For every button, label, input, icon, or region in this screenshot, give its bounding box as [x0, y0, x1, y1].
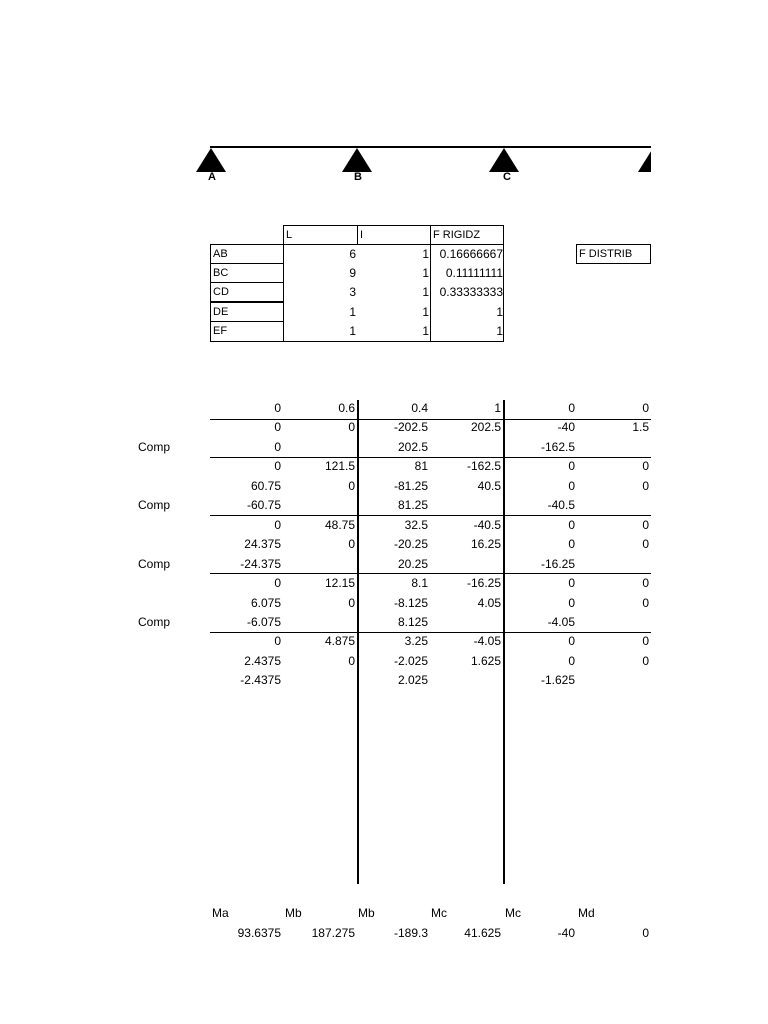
row-name-bc: BC	[210, 263, 284, 283]
moment-cell: 0	[642, 537, 649, 552]
moment-cell: -40	[557, 420, 575, 435]
moment-cell: -20.25	[393, 537, 428, 552]
cell-l: 1	[349, 324, 356, 338]
joint-c-line	[503, 400, 505, 884]
comp-label: Comp	[138, 498, 171, 513]
cell-i: 1	[422, 266, 429, 280]
moment-label: Mb	[358, 906, 375, 920]
moment-cell: 0	[274, 576, 281, 591]
support-label-c: C	[503, 171, 511, 183]
moment-value: -40	[557, 926, 575, 940]
moment-cell: -81.25	[393, 478, 428, 493]
moment-cell: 202.5	[397, 439, 428, 454]
header-l: L	[283, 225, 358, 245]
comp-label: Comp	[138, 614, 171, 629]
moment-cell: 0	[274, 517, 281, 532]
moment-cell: 0	[642, 653, 649, 668]
beam-line	[210, 146, 651, 148]
moment-cell: 2.4375	[244, 653, 281, 668]
moment-cell: 0	[642, 517, 649, 532]
moment-cell: 0	[642, 595, 649, 610]
moment-value: -189.3	[393, 926, 428, 940]
support-partial-icon	[638, 148, 651, 172]
cell-l: 3	[349, 285, 356, 299]
moment-cell: 0	[642, 401, 649, 415]
moment-cell: -2.025	[393, 653, 428, 668]
comp-label: Comp	[138, 439, 171, 454]
cell-f: 0.16666667	[439, 247, 503, 261]
header-i: I	[357, 225, 431, 245]
moment-value: 0	[642, 926, 649, 940]
support-label-a: A	[208, 171, 216, 183]
moment-cell: 12.15	[324, 576, 355, 591]
moment-label: Ma	[212, 906, 229, 920]
header-f-rigidz: F RIGIDZ	[430, 225, 504, 245]
moment-cell: 0	[568, 576, 575, 591]
cell-f: 0.11111111	[445, 266, 503, 280]
moment-cell: -4.05	[547, 614, 575, 629]
moment-cell: -162.5	[466, 459, 501, 474]
moment-cell: 48.75	[324, 517, 355, 532]
moment-cell: -162.5	[540, 439, 575, 454]
moment-value: 41.625	[464, 926, 501, 940]
moment-cell: -1.625	[540, 673, 575, 688]
moment-cell: 40.5	[477, 478, 501, 493]
moment-cell: 0	[568, 517, 575, 532]
moment-cell: 4.05	[477, 595, 501, 610]
moment-cell: -40.5	[547, 498, 575, 513]
row-name-cd: CD	[210, 282, 284, 302]
moment-cell: 0	[568, 595, 575, 610]
cell-i: 1	[422, 247, 429, 261]
moment-cell: 0	[274, 401, 281, 415]
moment-cell: -2.4375	[240, 673, 281, 688]
moment-cell: -16.25	[540, 556, 575, 571]
moment-label: Md	[578, 906, 595, 920]
moment-cell: 0	[642, 634, 649, 649]
row-name-ef: EF	[210, 321, 284, 342]
moment-cell: 81	[414, 459, 428, 474]
moment-cell: 81.25	[397, 498, 428, 513]
support-label-b: B	[354, 171, 362, 183]
support-c-icon	[489, 148, 519, 172]
moment-value: 93.6375	[237, 926, 281, 940]
support-a-icon	[196, 148, 226, 172]
moment-cell: 0	[642, 478, 649, 493]
moment-cell: 0	[642, 576, 649, 591]
moment-cell: 1.5	[632, 420, 649, 435]
moment-cell: -8.125	[393, 595, 428, 610]
moment-cell: 0	[348, 537, 355, 552]
row-name-ab: AB	[210, 244, 284, 264]
moment-cell: 0	[274, 634, 281, 649]
moment-cell: 60.75	[250, 478, 281, 493]
moment-cell: 0	[568, 401, 575, 415]
moment-cell: -16.25	[466, 576, 501, 591]
moment-cell: 0	[274, 420, 281, 435]
moment-cell: -60.75	[246, 498, 281, 513]
moment-cell: 20.25	[397, 556, 428, 571]
cell-f: 1	[496, 305, 503, 319]
moment-label: Mc	[431, 906, 447, 920]
moment-cell: -4.05	[473, 634, 501, 649]
cell-i: 1	[422, 305, 429, 319]
moment-cell: 0	[348, 478, 355, 493]
cell-i: 1	[422, 285, 429, 299]
moment-cell: 1	[494, 401, 501, 415]
separator-line	[210, 515, 651, 516]
comp-label: Comp	[138, 556, 171, 571]
moment-cell: 0	[348, 653, 355, 668]
cell-l: 9	[349, 266, 356, 280]
moment-cell: -40.5	[473, 517, 501, 532]
moment-cell: 0	[348, 420, 355, 435]
moment-cell: 24.375	[244, 537, 281, 552]
moment-cell: 6.075	[250, 595, 281, 610]
moment-cell: -24.375	[240, 556, 281, 571]
moment-cell: 16.25	[470, 537, 501, 552]
moment-cell: 0	[348, 595, 355, 610]
moment-value: 187.275	[311, 926, 355, 940]
moment-label: Mb	[285, 906, 302, 920]
moment-cell: 32.5	[404, 517, 428, 532]
moment-cell: -6.075	[246, 614, 281, 629]
moment-cell: 8.1	[411, 576, 428, 591]
separator-line	[210, 457, 651, 458]
moment-cell: 121.5	[324, 459, 355, 474]
moment-cell: 0	[274, 459, 281, 474]
f-distrib-label: F DISTRIB	[576, 244, 651, 264]
separator-line	[210, 632, 651, 633]
joint-b-line	[357, 400, 359, 884]
moment-cell: -202.5	[393, 420, 428, 435]
separator-line	[210, 419, 651, 420]
moment-cell: 3.25	[404, 634, 428, 649]
moment-cell: 0	[568, 478, 575, 493]
moment-cell: 8.125	[397, 614, 428, 629]
support-b-icon	[342, 148, 372, 172]
moment-cell: 0	[568, 537, 575, 552]
moment-cell: 0	[642, 459, 649, 474]
moment-cell: 2.025	[397, 673, 428, 688]
cell-l: 1	[349, 305, 356, 319]
moment-cell: 202.5	[470, 420, 501, 435]
moment-label: Mc	[505, 906, 521, 920]
separator-line	[210, 573, 651, 574]
cell-i: 1	[422, 324, 429, 338]
moment-cell: 0	[568, 653, 575, 668]
moment-cell: 0.4	[411, 401, 428, 415]
moment-cell: 1.625	[470, 653, 501, 668]
moment-cell: 4.875	[324, 634, 355, 649]
moment-cell: 0.6	[338, 401, 355, 415]
moment-cell: 0	[274, 439, 281, 454]
moment-cell: 0	[568, 634, 575, 649]
row-name-de: DE	[210, 302, 284, 322]
cell-l: 6	[349, 247, 356, 261]
cell-f: 1	[496, 324, 503, 338]
cell-f: 0.33333333	[439, 285, 503, 299]
moment-cell: 0	[568, 459, 575, 474]
